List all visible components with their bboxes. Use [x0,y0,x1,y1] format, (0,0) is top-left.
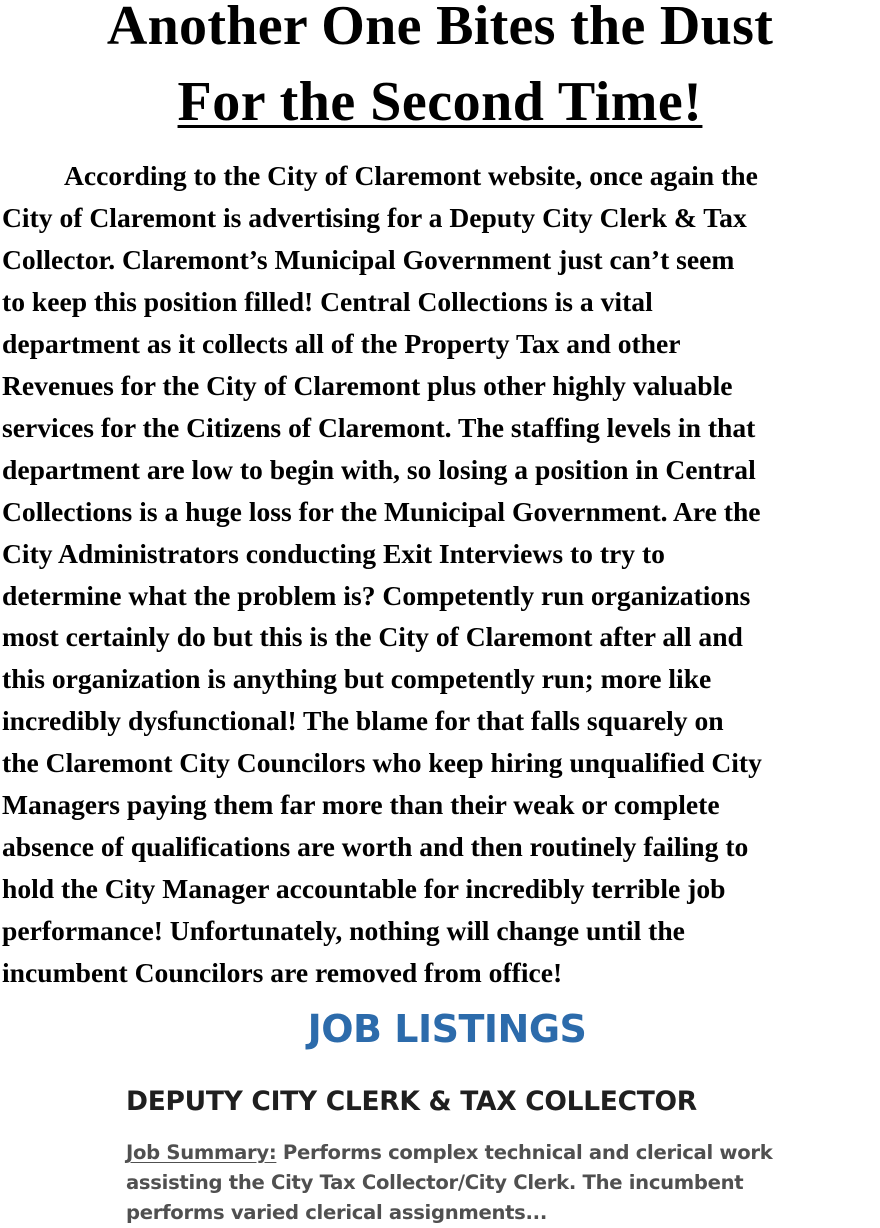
job-listings-heading: JOB LISTINGS [307,1007,587,1051]
body-line: City of Claremont is advertising for a Deputy City Clerk & Tax [2,201,747,233]
body-line: department are low to begin with, so losing a position in Central [2,453,756,485]
body-line: hold the City Manager accountable for incredibly terrible job [2,873,726,905]
body-line: services for the Citizens of Claremont. The staffing levels in that [2,411,756,443]
body-line: Revenues for the City of Claremont plus other highly valuable [2,369,733,401]
body-line: this organization is anything but competently run; more like [2,663,712,695]
job-position-title: DEPUTY CITY CLERK & TAX COLLECTOR [126,1086,697,1117]
body-line: department as it collects all of the Property Tax and other [2,327,681,359]
body-line: to keep this position filled! Central Collections is a vital [2,285,653,317]
body-line: Collector. Claremont’s Municipal Government just can’t seem [2,243,735,275]
article-subtitle-text: For the Second Time! [177,71,703,133]
article-title: Another One Bites the Dust [106,0,774,57]
body-line: According to the City of Claremont website, once again the [64,160,758,191]
body-line: most certainly do but this is the City of Claremont after all and [2,621,743,653]
article-body [2,155,880,994]
body-line: the Claremont City Councilors who keep hiring unqualified City [2,747,762,779]
body-line: Collections is a huge loss for the Municipal Government. Are the [2,495,761,527]
body-line: absence of qualifications are worth and then routinely failing to [2,831,749,863]
body-line: incumbent Councilors are removed from office! [2,957,563,989]
article-subtitle [0,70,880,134]
body-line: incredibly dysfunctional! The blame for that falls squarely on [2,705,724,737]
job-summary-text: Performs complex technical and clerical work [276,1141,773,1164]
body-line: performance! Unfortunately, nothing will change until the [2,915,685,947]
job-summary-line: assisting the City Tax Collector/City Clerk. The incumbent [126,1171,744,1194]
body-line: Managers paying them far more than their weak or complete [2,789,720,821]
job-summary-label: Job Summary: [126,1141,277,1164]
job-summary-line [126,1138,826,1168]
body-line: City Administrators conducting Exit Interviews to try to [2,537,665,569]
job-summary [126,1138,826,1228]
job-summary-line: performs varied clerical assignments... [126,1201,547,1224]
body-line: determine what the problem is? Competently run organizations [2,579,751,611]
